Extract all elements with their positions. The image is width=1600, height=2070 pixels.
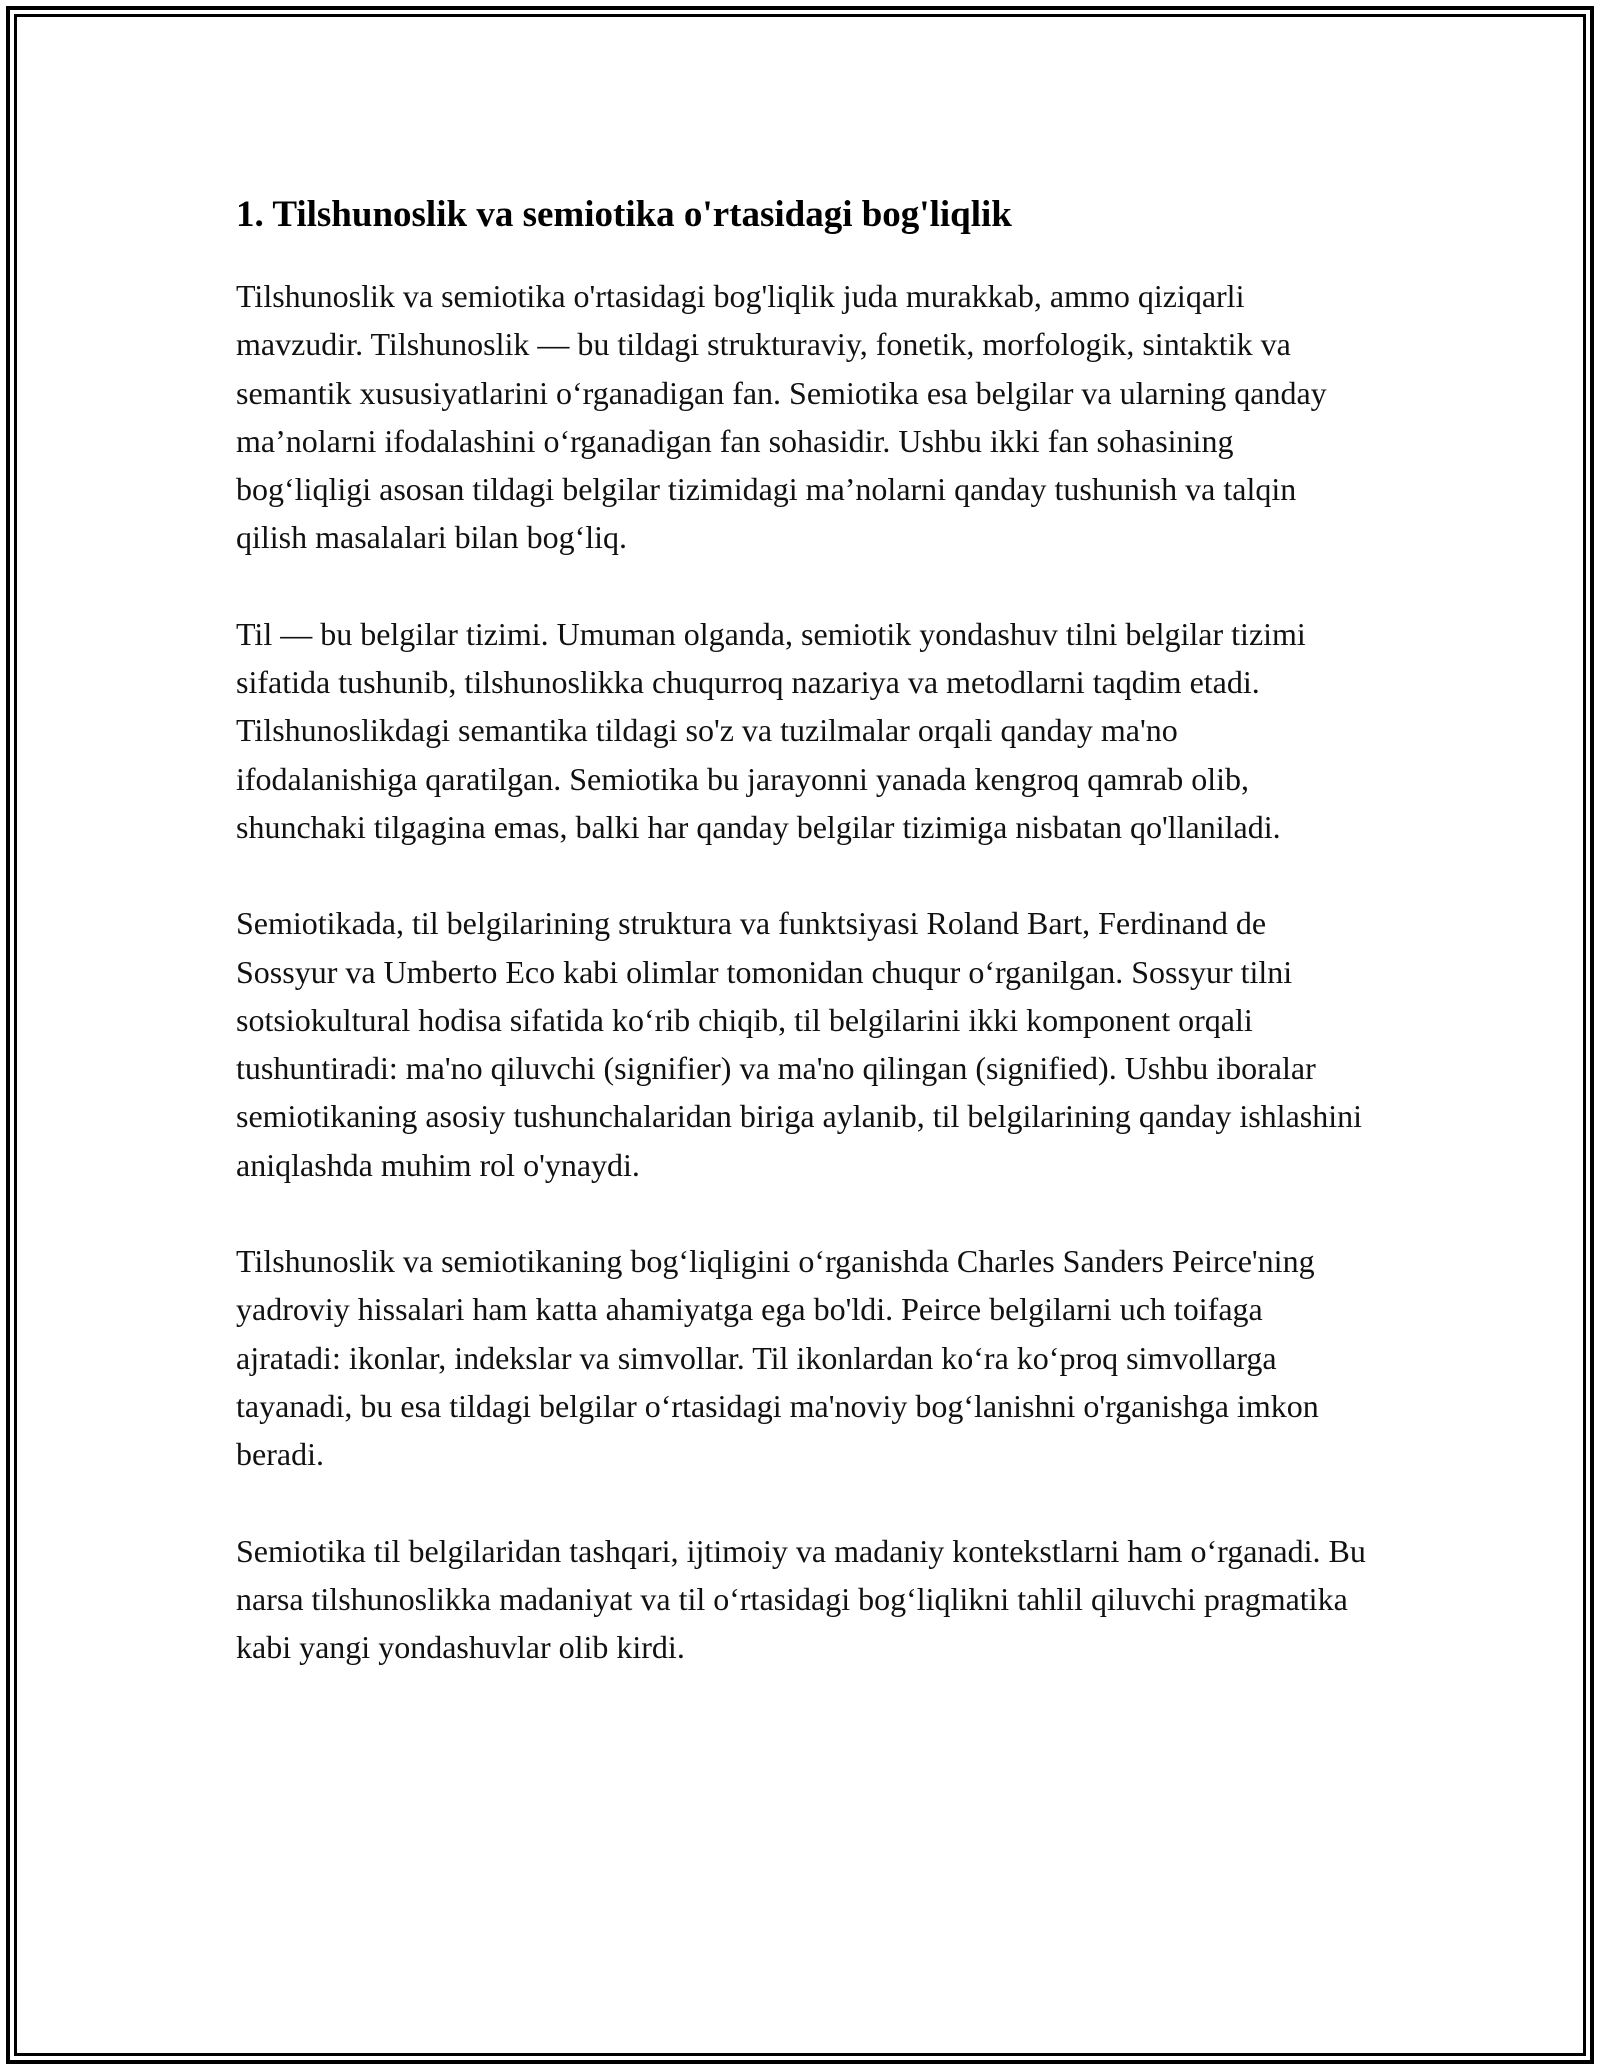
paragraph-1: Tilshunoslik va semiotika o'rtasidagi bog'liqlik juda murakkab, ammo qiziqarli mavzudir. Tilshunoslik — bu tildagi strukturaviy, fonetik, morfologik, sintaktik va semantik xususiyatlarini o‘rganadigan fan. Semiotika esa belgilar va ularning qanday ma’nolarni ifodalashini o‘rganadigan fan sohasidir. Ushbu ikki fan sohasining bog‘liqligi asosan tildagi belgilar tizimidagi ma’nolarni qanday tushunish va talqin qilish masalalari bilan bog‘liq.	[236, 278, 1327, 556]
paragraph-5: Semiotika til belgilaridan tashqari, ijtimoiy va madaniy kontekstlarni ham o‘rganadi. Bu narsa tilshunoslikka madaniyat va til o‘rtasidagi bog‘liqlikni tahlil qiluvchi pragmatika kabi yangi yondashuvlar olib kirdi.	[236, 1532, 1366, 1666]
paragraph-2: Til — bu belgilar tizimi. Umuman olganda, semiotik yondashuv tilni belgilar tizimi sifatida tushunib, tilshunoslikka chuqurroq nazariya va metodlarni taqdim etadi. Tilshunoslikdagi semantika tildagi so'z va tuzilmalar orqali qanday ma'no ifodalanishiga qaratilgan. Semiotika bu jarayonni yanada kengroq qamrab olib, shunchaki tilgagina emas, balki har qanday belgilar tizimiga nisbatan qo'llaniladi.	[236, 615, 1306, 845]
section-heading: 1. Tilshunoslik va semiotika o'rtasidagi bog'liqlik	[236, 194, 1012, 235]
document-body	[236, 190, 1366, 1671]
paragraph-4: Tilshunoslik va semiotikaning bog‘liqligini o‘rganishda Charles Sanders Peirce'ning yadroviy hissalari ham katta ahamiyatga ega bo'ldi. Peirce belgilarni uch toifaga ajratadi: ikonlar, indekslar va simvollar. Til ikonlardan ko‘ra ko‘proq simvollarga tayanadi, bu esa tildagi belgilar o‘rtasidagi ma'noviy bog‘lanishni o'rganishga imkon beradi.	[236, 1243, 1319, 1473]
paragraph-3: Semiotikada, til belgilarining struktura va funktsiyasi Roland Bart, Ferdinand de Sossyur va Umberto Eco kabi olimlar tomonidan chuqur o‘rganilgan. Sossyur tilni sotsiokultural hodisa sifatida ko‘rib chiqib, til belgilarini ikki komponent orqali tushuntiradi: ma'no qiluvchi (signifier) va ma'no qilingan (signified). Ushbu iboralar semiotikaning asosiy tushunchalaridan biriga aylanib, til belgilarining qanday ishlashini aniqlashda muhim rol o'ynaydi.	[236, 905, 1362, 1183]
